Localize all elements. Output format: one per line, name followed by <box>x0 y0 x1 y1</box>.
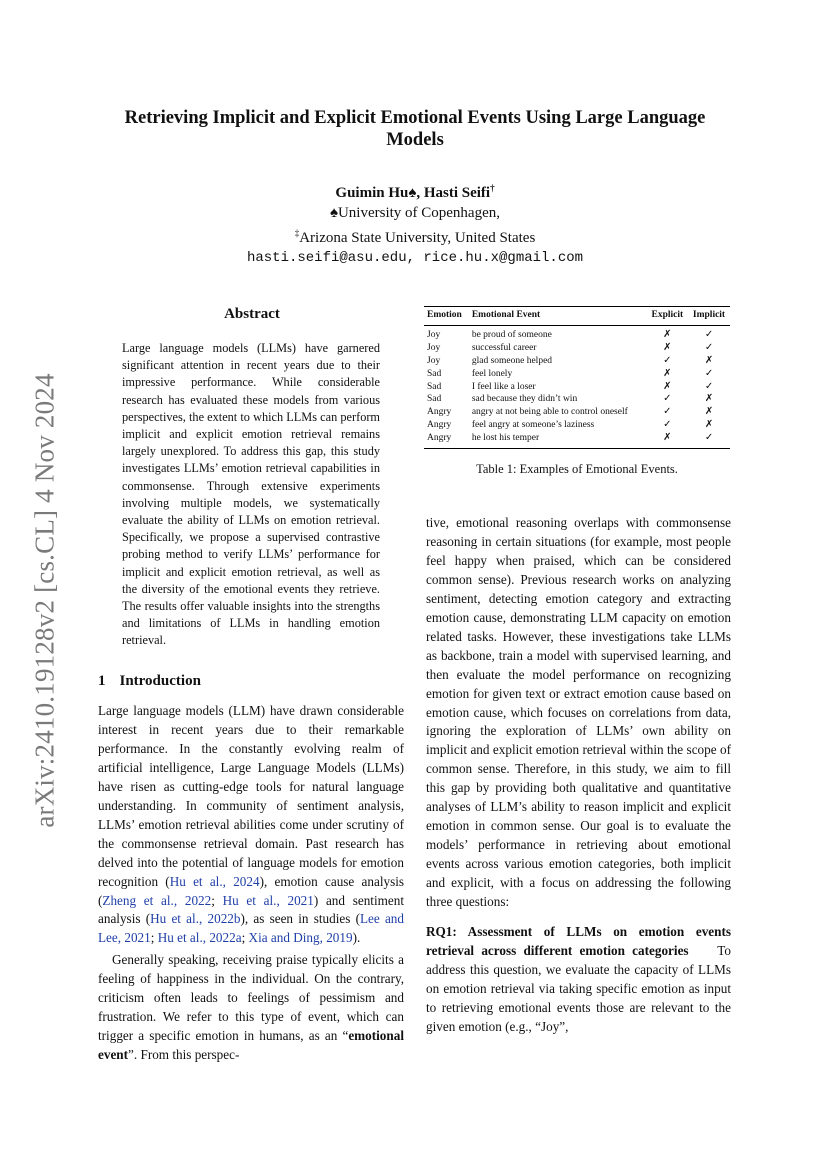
cell-explicit: ✓ <box>663 354 672 366</box>
cell-implicit: ✗ <box>704 406 714 418</box>
cell-event: sad because they didn’t win <box>471 394 578 405</box>
cell-explicit: ✗ <box>647 432 688 448</box>
section-number: 1 <box>98 673 106 689</box>
citation-link[interactable]: Hu et al., 2022b <box>150 911 241 927</box>
cell-emotion: Joy <box>427 329 441 340</box>
author-block <box>100 178 730 268</box>
table-row <box>424 368 730 381</box>
cell-event: successful career <box>471 342 537 353</box>
cell-implicit: ✓ <box>704 341 714 353</box>
table-row <box>424 381 730 394</box>
cell-explicit: ✗ <box>663 367 672 379</box>
cell-explicit: ✓ <box>663 393 672 405</box>
rq1-heading: RQ1: Assessment of LLMs on emotion events retrieval across different emotion categories <box>426 924 731 958</box>
table-caption: Table 1: Examples of Emotional Events. <box>476 462 678 476</box>
cell-implicit: ✓ <box>704 380 714 392</box>
cell-emotion: Angry <box>427 420 452 431</box>
cell-emotion: Sad <box>427 368 442 379</box>
section-title: Introduction <box>119 673 201 689</box>
cell-event: feel angry at someone’s laziness <box>471 420 595 431</box>
cell-implicit: ✓ <box>688 432 730 448</box>
citation-link[interactable]: Lee and Lee, 2021 <box>98 911 404 946</box>
citation-link[interactable]: Hu et al., 2021 <box>222 892 314 908</box>
affiliation-1: ♠University of Copenhagen, <box>329 205 501 221</box>
cell-implicit: ✓ <box>704 328 714 340</box>
cell-explicit: ✗ <box>663 341 672 353</box>
table-row <box>424 393 730 406</box>
table-row <box>424 406 730 419</box>
intro-paragraph-3: tive, emotional reasoning overlaps with commonsense reasoning in certain situations (for example, most people feel happy when praised, which can be considered common sense). Previous research works on analyzing sentiment, detecting emotion category and extracting emotion cause, demonstrating LLM capacity on emotion related tasks. However, these investigations take LLMs as backbone, train a model with supervised learning, and then evaluate the model performance on recognizing emotion for given text or extract emotion cause based on emotion cause, which focuses on correlations from data, ignoring the exploration of LLMs’ own ability on implicit and explicit emotion retrieval within the scope of common sense. Therefore, in this study, we aim to fill this gap by providing both qualitative and quantitative analyses of LLM’s ability to reason implicit and explicit emotion in common sense. Our goal is to evaluate the models’ performance in retrieving about emotional events across various emotion categories, both implicit and explicit, with a focus on addressing the following three questions: <box>426 515 731 910</box>
cell-event: glad someone helped <box>471 355 553 366</box>
table-header-row <box>424 307 730 326</box>
table-row <box>424 432 730 448</box>
table-row <box>424 419 730 432</box>
author-names: Guimin Hu♠, Hasti Seifi† <box>335 183 495 201</box>
cell-event: angry at not being able to control oneself <box>471 407 628 418</box>
abstract-body: Large language models (LLMs) have garnered significant attention in recent years due to their impressive performance. While considerable research has evaluated these models from various perspectives, the extent to which LLMs can perform implicit and explicit emotion retrieval remains largely unexplored. To address this gap, this study investigates LLMs’ emotion retrieval capabilities in commonsense. Through extensive experiments involving multiple models, we systematically evaluate the ability of LLMs on emotion retrieval. Specifically, we propose a supervised contrastive probing method to verify LLMs’ performance for implicit and explicit emotion retrieval, as well as the diversity of the emotional events they retrieve. The results offer valuable insights into the strengths and limitations of LLMs in handling emotion retrieval. <box>122 341 380 648</box>
table-row <box>424 342 730 355</box>
cell-emotion: Angry <box>424 432 469 448</box>
cell-emotion: Joy <box>427 342 441 353</box>
col-header: Emotion <box>424 307 469 326</box>
section-heading-introduction <box>98 673 201 690</box>
emotional-events-table <box>424 306 730 449</box>
right-column-text <box>426 514 731 1037</box>
affiliation-2: ‡Arizona State University, United States <box>294 228 536 246</box>
cell-implicit: ✗ <box>704 419 714 431</box>
cell-emotion: Angry <box>427 407 452 418</box>
col-header: Implicit <box>688 307 730 326</box>
cell-emotion: Sad <box>427 381 442 392</box>
intro-paragraph-2: Generally speaking, receiving praise typically elicits a feeling of happiness in the individual. On the contrary, criticism often leads to feelings of pessimism and frustration. We refer to this type of event, which can trigger a specific emotion in humans, as an “emotional event”. From this perspec- <box>98 952 404 1063</box>
cell-event: feel lonely <box>471 368 513 379</box>
citation-link[interactable]: Zheng et al., 2022 <box>102 892 212 908</box>
table-row <box>424 325 730 341</box>
citation-link[interactable]: Hu et al., 2022a <box>157 930 242 946</box>
cell-implicit: ✓ <box>704 367 714 379</box>
cell-explicit: ✓ <box>663 406 672 418</box>
citation-link[interactable]: Xia and Ding, 2019 <box>248 930 353 946</box>
rq1-paragraph: RQ1: Assessment of LLMs on emotion events retrieval across different emotion categories To address this question, we evaluate the capacity of LLMs on emotion retrieval via taking specific emotion as input to retrieving emotional events those are relevant to the given emotion (e.g., “Joy”, <box>426 924 731 1034</box>
table-row <box>424 355 730 368</box>
col-header: Explicit <box>647 307 688 326</box>
cell-event: be proud of someone <box>471 329 552 340</box>
cell-emotion: Joy <box>427 355 441 366</box>
cell-emotion: Sad <box>427 394 442 405</box>
col-header: Emotional Event <box>469 307 647 326</box>
cell-explicit: ✗ <box>663 328 672 340</box>
cell-explicit: ✓ <box>663 419 672 431</box>
cell-implicit: ✗ <box>704 354 714 366</box>
abstract-heading: Abstract <box>224 306 280 322</box>
citation-link[interactable]: Hu et al., 2024 <box>169 873 260 889</box>
cell-explicit: ✗ <box>663 380 672 392</box>
intro-paragraph-1: Large language models (LLM) have drawn considerable interest in recent years due to their remarkable performance. In the constantly evolving realm of artificial intelligence, Large Language Models (LLMs) have risen as cutting-edge tools for natural language understanding. In community of sentiment analysis, LLMs’ emotion retrieval abilities come under scrutiny of the commonsense retrieval domain. Past research has delved into the potential of language models for emotion recognition (Hu et al., 2024), emotion cause analysis (Zheng et al., 2022; Hu et al., 2021) and sentiment analysis (Hu et al., 2022b), as seen in studies (Lee and Lee, 2021; Hu et al., 2022a; Xia and Ding, 2019). <box>98 703 405 946</box>
cell-event: I feel like a loser <box>471 381 536 392</box>
paper-title: Retrieving Implicit and Explicit Emotional Events Using Large Language Models <box>124 108 706 150</box>
cell-event: he lost his temper <box>469 432 647 448</box>
arxiv-stamp-text: arXiv:2410.19128v2 [cs.CL] 4 Nov 2024 <box>29 372 60 828</box>
arxiv-stamp <box>20 360 70 840</box>
cell-implicit: ✗ <box>704 393 714 405</box>
author-emails: hasti.seifi@asu.edu, rice.hu.x@gmail.com <box>246 250 584 266</box>
left-column-text <box>98 702 404 1065</box>
